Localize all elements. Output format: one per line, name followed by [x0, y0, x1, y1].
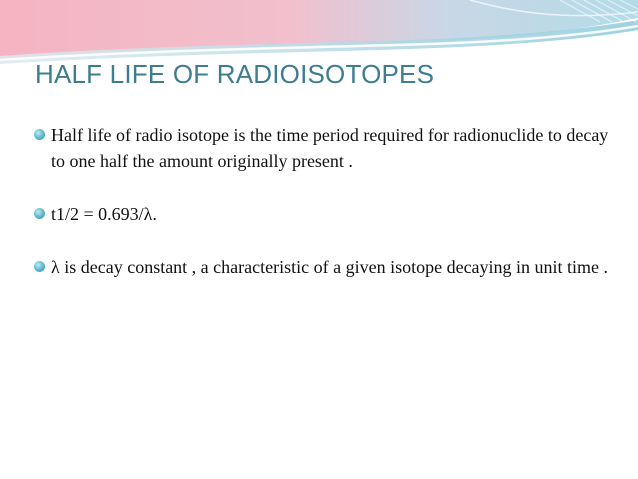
bullet-dot-icon	[34, 208, 45, 219]
bullet-item-half-life-definition	[34, 122, 614, 174]
bullet-dot-icon	[34, 129, 45, 140]
bullet-text: Half life of radio isotope is the time period required for radionuclide to decay to one half the amount originally present .	[51, 125, 609, 171]
bullet-item-decay-constant	[34, 254, 614, 280]
bullet-item-half-life-formula	[34, 201, 614, 227]
bullet-dot-icon	[34, 261, 45, 272]
slide-title: HALF LIFE OF RADIOISOTOPES	[35, 59, 435, 89]
bullet-text: t1/2 = 0.693/λ.	[51, 204, 157, 224]
bullet-text: λ is decay constant , a characteristic of a given isotope decaying in unit time .	[51, 257, 609, 277]
bullet-list	[34, 122, 614, 280]
